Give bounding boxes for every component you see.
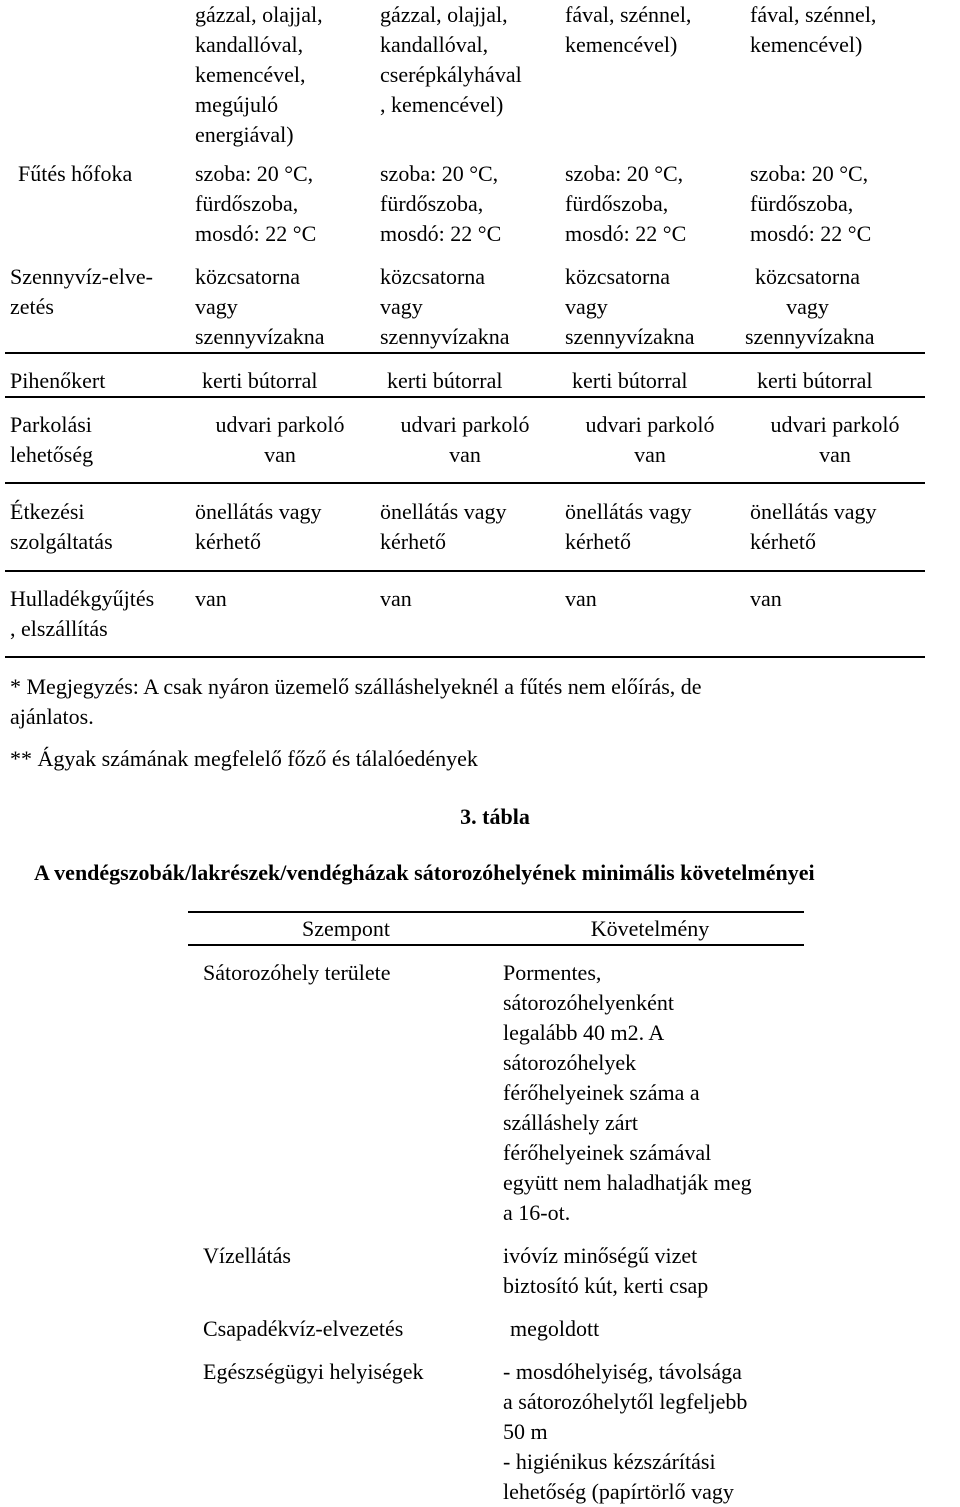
table-top-rule — [188, 911, 804, 913]
sewage-col1: közcsatorna vagy szennyvízakna — [195, 264, 325, 349]
sewage-label: Szennyvíz-elve- zetés — [10, 264, 153, 319]
waste-col2: van — [380, 586, 412, 611]
heating-mode-col3: fával, szénnel, kemencével) — [565, 2, 692, 57]
header-requirement: Követelmény — [590, 916, 710, 941]
parking-label: Parkolási lehetőség — [10, 412, 94, 467]
row-requirement-sanitary: - mosdóhelyiség, távolsága a sátorozóhelytől legfeljebb 50 m - higiénikus kézszárítási lehetőség (papírtörlő vagy — [503, 1359, 748, 1504]
heating-temp-col1: szoba: 20 °C, fürdőszoba, mosdó: 22 °C — [195, 161, 317, 246]
heating-mode-col4: fával, szénnel, kemencével) — [750, 2, 877, 57]
meals-col3: önellátás vagy kérhető — [565, 499, 692, 554]
meals-col1: önellátás vagy kérhető — [195, 499, 322, 554]
row-aspect-water: Vízellátás — [203, 1243, 291, 1268]
heating-temp-label: Fűtés hőfoka — [18, 161, 133, 186]
row-aspect-area: Sátorozóhely területe — [203, 960, 391, 985]
heating-temp-col4: szoba: 20 °C, fürdőszoba, mosdó: 22 °C — [750, 161, 872, 246]
row-divider — [5, 656, 925, 658]
heating-temp-col2: szoba: 20 °C, fürdőszoba, mosdó: 22 °C — [380, 161, 502, 246]
row-divider — [5, 482, 925, 484]
table-number: 3. tábla — [460, 804, 530, 829]
meals-col2: önellátás vagy kérhető — [380, 499, 507, 554]
parking-col3: udvari parkoló van — [585, 412, 715, 467]
garden-col3: kerti bútorral — [572, 368, 688, 393]
heating-temp-col3: szoba: 20 °C, fürdőszoba, mosdó: 22 °C — [565, 161, 687, 246]
header-rule — [188, 944, 804, 946]
row-requirement-drainage: megoldott — [510, 1316, 600, 1341]
table-title: A vendégszobák/lakrészek/vendégházak sátorozóhelyének minimális követelményei — [34, 860, 815, 885]
waste-col4: van — [750, 586, 782, 611]
garden-col1: kerti bútorral — [202, 368, 318, 393]
row-aspect-drainage: Csapadékvíz-elvezetés — [203, 1316, 404, 1341]
heating-mode-col2: gázzal, olajjal, kandallóval, cserépkályhával , kemencével) — [380, 2, 522, 117]
row-aspect-sanitary: Egészségügyi helyiségek — [203, 1359, 424, 1384]
parking-col4: udvari parkoló van — [770, 412, 900, 467]
heating-mode-col1: gázzal, olajjal, kandallóval, kemencével, megújuló energiával) — [195, 2, 323, 147]
meals-col4: önellátás vagy kérhető — [750, 499, 877, 554]
sewage-col4: közcsatorna vagy szennyvízakna — [745, 264, 875, 349]
row-divider — [5, 570, 925, 572]
header-aspect: Szempont — [302, 916, 390, 941]
waste-col1: van — [195, 586, 227, 611]
row-requirement-area: Pormentes, sátorozóhelyenként legalább 40 m2. A sátorozóhelyek férőhelyeinek száma a szálláshely zárt férőhelyeinek számával együtt nem haladhatják meg a 16-ot. — [503, 960, 752, 1225]
parking-col1: udvari parkoló van — [215, 412, 345, 467]
footnote-remark: * Megjegyzés: A csak nyáron üzemelő szálláshelyeknél a fűtés nem előírás, de ajánlatos. — [10, 674, 702, 729]
garden-label: Pihenőkert — [10, 368, 106, 393]
parking-col2: udvari parkoló van — [400, 412, 530, 467]
garden-col4: kerti bútorral — [757, 368, 873, 393]
waste-label: Hulladékgyűjtés , elszállítás — [10, 586, 155, 641]
row-divider — [5, 396, 925, 398]
row-requirement-water: ivóvíz minőségű vizet biztosító kút, kerti csap — [503, 1243, 709, 1298]
garden-col2: kerti bútorral — [387, 368, 503, 393]
footnote-cookware: ** Ágyak számának megfelelő főző és tálalóedények — [10, 746, 478, 771]
sewage-col2: közcsatorna vagy szennyvízakna — [380, 264, 510, 349]
row-divider — [5, 352, 925, 354]
meals-label: Étkezési szolgáltatás — [10, 499, 113, 554]
sewage-col3: közcsatorna vagy szennyvízakna — [565, 264, 695, 349]
waste-col3: van — [565, 586, 597, 611]
